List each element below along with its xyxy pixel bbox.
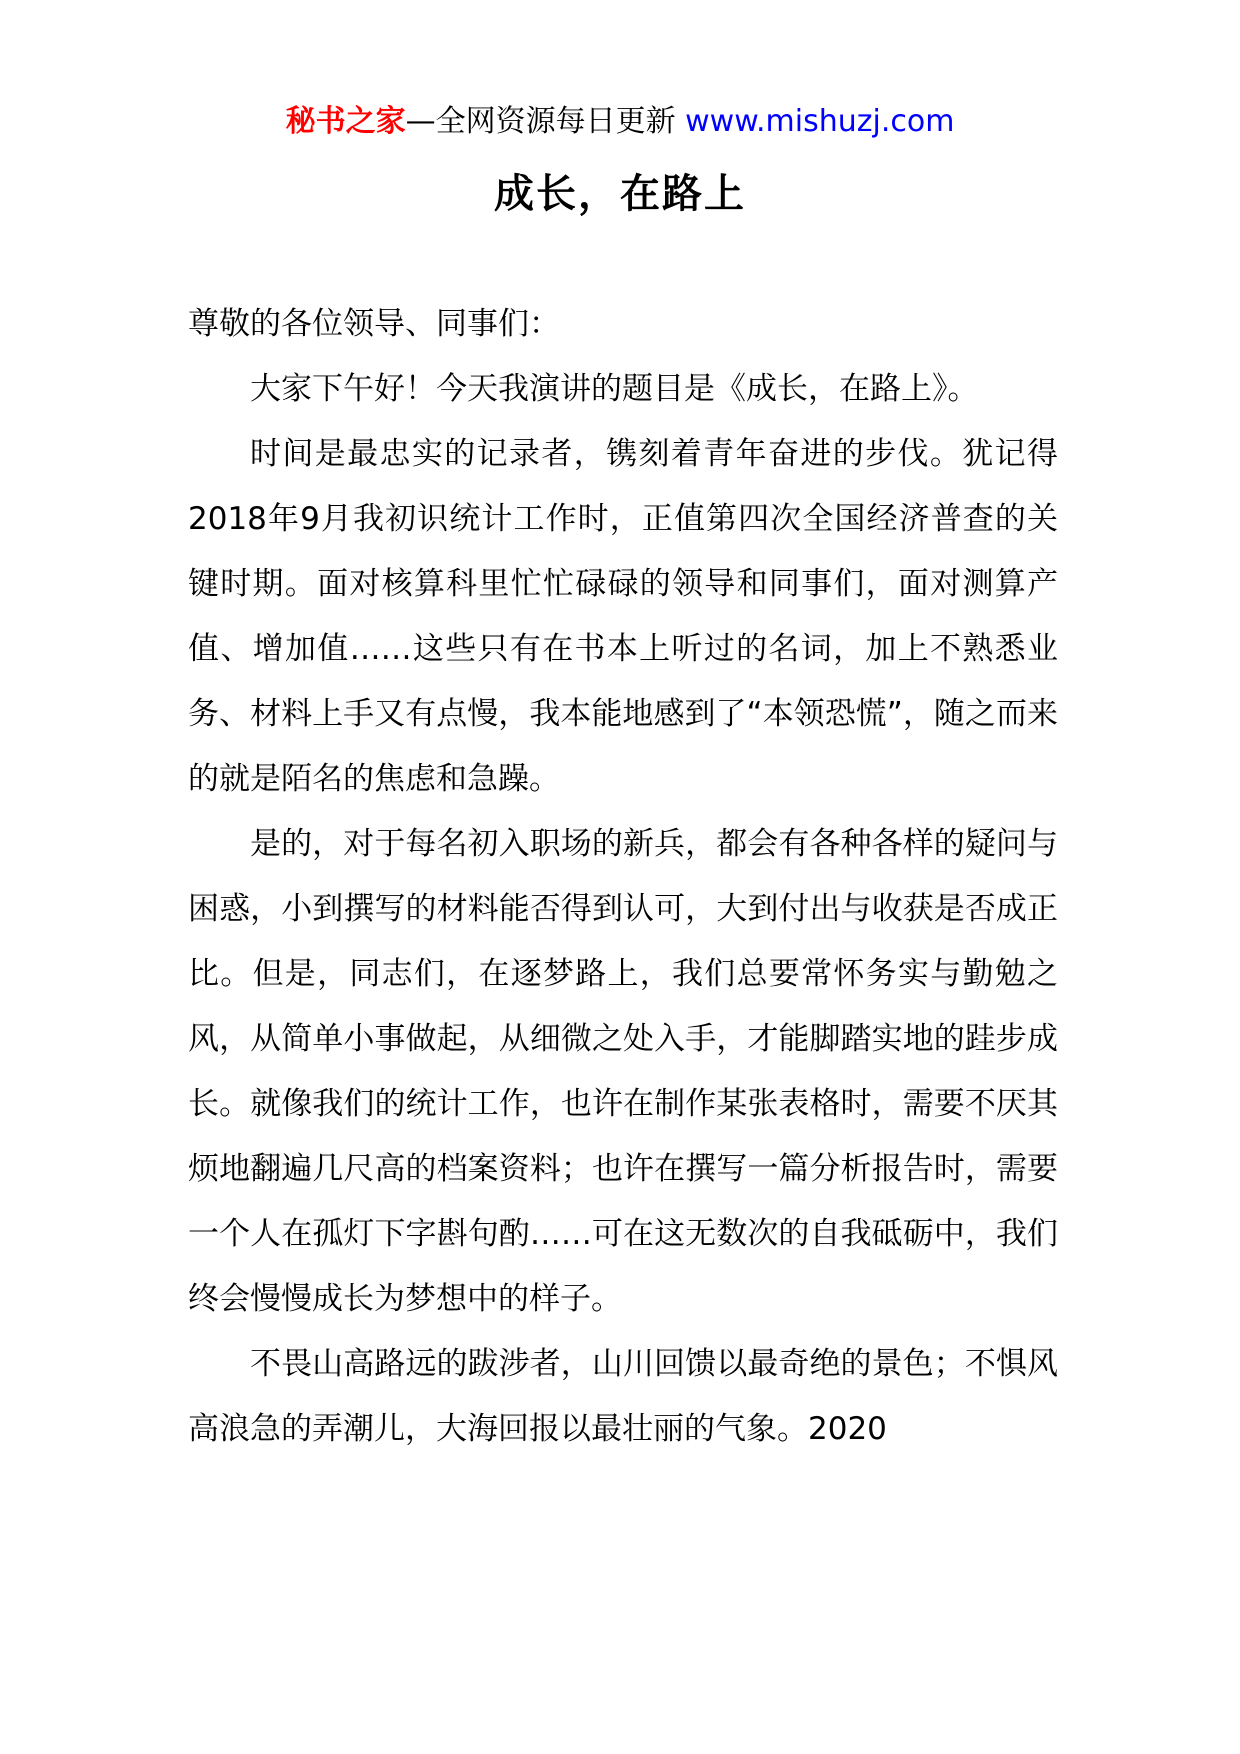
document-body — [188, 292, 1058, 1462]
paragraph-2: 时间是最忠实的记录者，镌刻着青年奋进的步伐。犹记得2018年9月我初识统计工作时，正值第四次全国经济普查的关键时期。面对核算科里忙忙碌碌的领导和同事们，面对测算产值、增加值……这些只有在书本上听过的名词，加上不熟悉业务、材料上手又有点慢，我本能地感到了“本领恐慌”，随之而来的就是陌名的焦虑和急躁。 — [188, 436, 1058, 797]
header-tagline: —全网资源每日更新 — [405, 104, 676, 139]
paragraph-3: 是的，对于每名初入职场的新兵，都会有各种各样的疑问与困惑，小到撰写的材料能否得到认可，大到付出与收获是否成正比。但是，同志们，在逐梦路上，我们总要常怀务实与勤勉之风，从简单小事做起，从细微之处入手，才能脚踏实地的跬步成长。就像我们的统计工作，也许在制作某张表格时，需要不厌其烦地翻遍几尺高的档案资料；也许在撰写一篇分析报告时，需要一个人在孤灯下字斟句酌……可在这无数次的自我砥砺中，我们终会慢慢成长为梦想中的样子。 — [188, 826, 1058, 1317]
paragraph-1: 大家下午好！今天我演讲的题目是《成长，在路上》。 — [250, 371, 979, 407]
website-link[interactable]: www.mishuzj.com — [685, 104, 955, 139]
paragraph-4: 不畏山高路远的跋涉者，山川回馈以最奇绝的景色；不惧风高浪急的弄潮儿，大海回报以最壮丽的气象。2020 — [188, 1346, 1058, 1447]
watermark-header — [0, 102, 1240, 142]
document-title: 成长，在路上 — [494, 171, 746, 217]
brand-name: 秘书之家 — [285, 104, 406, 139]
salutation: 尊敬的各位领导、同事们： — [188, 306, 560, 342]
